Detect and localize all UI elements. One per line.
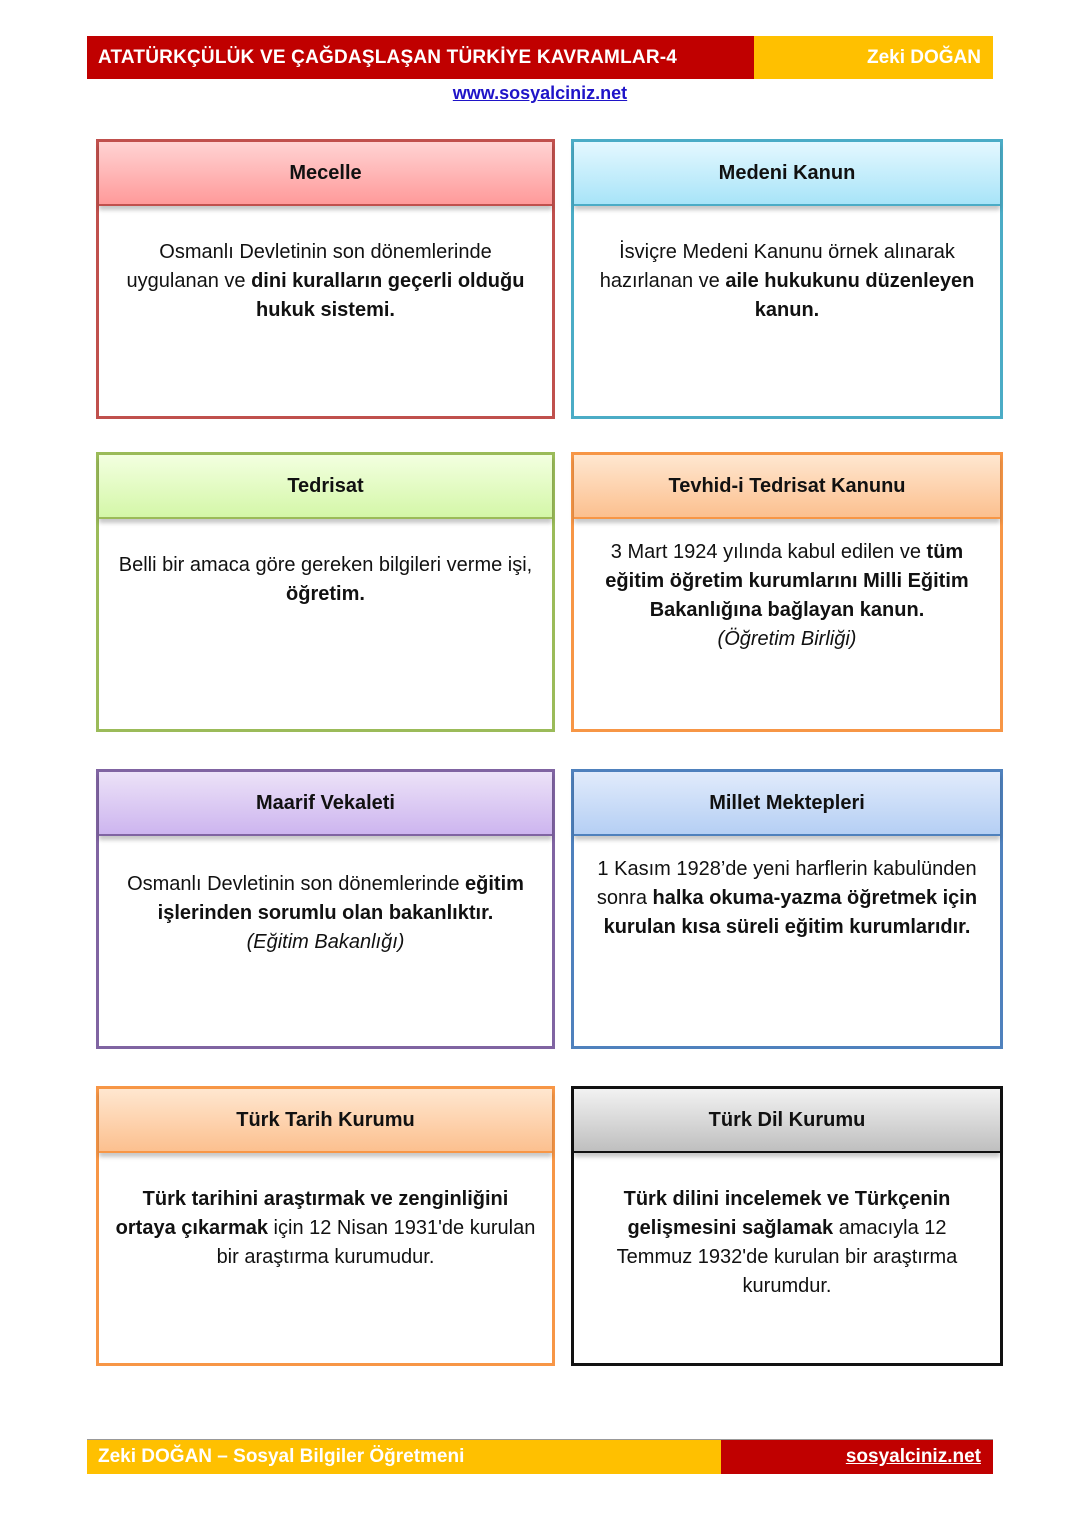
card-body [574, 519, 1000, 654]
card-tedrisat [96, 452, 555, 732]
card-body [99, 1153, 552, 1272]
card-body-bold-text: dini kuralların geçerli olduğu hukuk sistemi. [251, 270, 525, 321]
card-title: Türk Dil Kurumu [574, 1089, 1000, 1153]
card-body-bold-text: Türk tarihini araştırmak ve zenginliğini ortaya çıkarmak [115, 1188, 509, 1239]
card-body [99, 206, 552, 325]
header-bar [87, 36, 993, 79]
card-body-bold-text: eğitim işlerinden sorumlu olan bakanlıktır. [157, 873, 524, 924]
card-body-note: (Eğitim Bakanlığı) [246, 931, 405, 953]
card-maarif-vekaleti [96, 769, 555, 1049]
card-body-bold-text: öğretim. [286, 583, 365, 605]
footer-author: Zeki DOĞAN – Sosyal Bilgiler Öğretmeni [87, 1440, 721, 1474]
footer-website[interactable] [721, 1440, 993, 1474]
card-body [99, 836, 552, 957]
card-body [574, 1153, 1000, 1301]
card-body-text: 1 Kasım 1928’de yeni harflerin kabulünden sonra [596, 858, 977, 909]
card-body [574, 836, 1000, 942]
header-title: ATATÜRKÇÜLÜK VE ÇAĞDAŞLAŞAN TÜRKİYE KAVRAMLAR-4 [87, 36, 754, 79]
footer-website-text[interactable]: sosyalciniz.net [845, 1446, 981, 1467]
card-body-text: Osmanlı Devletinin son dönemlerinde uygulanan ve [126, 241, 492, 292]
card-title: Maarif Vekaleti [99, 772, 552, 836]
footer-bar [87, 1440, 993, 1474]
card-body-text: İsviçre Medeni Kanunu örnek alınarak hazırlanan ve [599, 241, 955, 292]
card-body-bold-text: halka okuma-yazma öğretmek için kurulan kısa süreli eğitim kurumlarıdır. [603, 887, 978, 938]
card-turk-dil-kurumu [571, 1086, 1003, 1366]
card-title: Tevhid-i Tedrisat Kanunu [574, 455, 1000, 519]
card-body-bold-text: aile hukukunu düzenleyen kanun. [725, 270, 975, 321]
card-body-text: için 12 Nisan 1931'de kurulan bir araştırma kurumudur. [216, 1217, 536, 1268]
card-body-text: 3 Mart 1924 yılında kabul edilen ve [610, 541, 927, 563]
card-title: Türk Tarih Kurumu [99, 1089, 552, 1153]
website-link-row [0, 83, 1080, 104]
card-tevhid-i-tedrisat [571, 452, 1003, 732]
card-body-text: Belli bir amaca göre gereken bilgileri verme işi, [118, 554, 533, 576]
card-medeni-kanun [571, 139, 1003, 419]
card-body-bold-text: tüm eğitim öğretim kurumlarını Milli Eğitim Bakanlığına bağlayan kanun. [605, 541, 969, 621]
card-title: Mecelle [99, 142, 552, 206]
card-mecelle [96, 139, 555, 419]
website-link[interactable]: www.sosyalciniz.net [452, 83, 628, 103]
card-title: Tedrisat [99, 455, 552, 519]
card-body-text: Osmanlı Devletinin son dönemlerinde [127, 873, 466, 895]
card-turk-tarih-kurumu [96, 1086, 555, 1366]
card-title: Medeni Kanun [574, 142, 1000, 206]
card-millet-mektepleri [571, 769, 1003, 1049]
card-body-text: amacıyla 12 Temmuz 1932'de kurulan bir araştırma kurumdur. [616, 1217, 958, 1297]
card-body-bold-text: Türk dilini incelemek ve Türkçenin gelişmesini sağlamak [623, 1188, 951, 1239]
card-body [99, 519, 552, 609]
header-author: Zeki DOĞAN [754, 36, 993, 79]
card-body-note: (Öğretim Birliği) [717, 628, 857, 650]
card-title: Millet Mektepleri [574, 772, 1000, 836]
card-body [574, 206, 1000, 325]
